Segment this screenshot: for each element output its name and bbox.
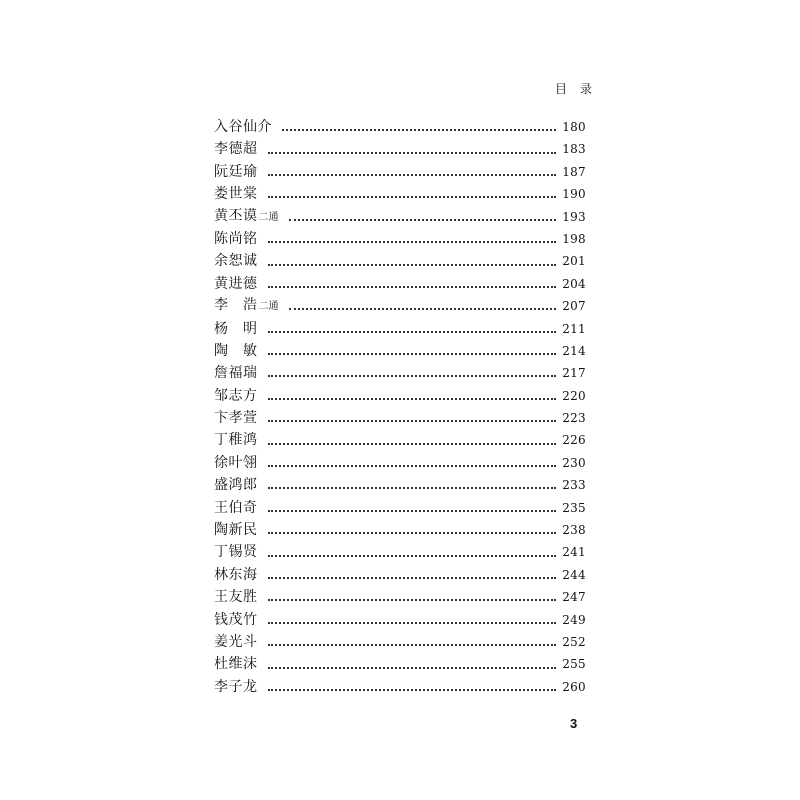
dot-leader xyxy=(268,331,557,333)
toc-entry-title xyxy=(214,429,258,451)
toc-entry-page: 255 xyxy=(562,657,586,672)
toc-entry xyxy=(214,474,586,496)
toc-entry-page: 241 xyxy=(562,545,586,560)
toc-entry-page: 217 xyxy=(562,366,586,381)
toc-entry-title xyxy=(214,609,258,631)
toc-entry xyxy=(214,295,586,317)
toc-entry xyxy=(214,429,586,451)
toc-entry-name: 黄丕谟 xyxy=(214,207,258,224)
toc-entry xyxy=(214,653,586,675)
toc-entry xyxy=(214,362,586,384)
toc-entry-name: 丁锡贤 xyxy=(214,544,258,561)
toc-entry xyxy=(214,586,586,608)
dot-leader xyxy=(289,219,557,221)
toc-entry-page: 180 xyxy=(562,120,586,134)
toc-entry xyxy=(214,161,586,183)
toc-entry-name: 王友胜 xyxy=(214,589,258,606)
toc-entry-title xyxy=(214,362,258,384)
toc-entry-page: 190 xyxy=(562,187,586,202)
toc-entry-title xyxy=(214,340,258,362)
toc-entry xyxy=(214,676,586,698)
running-head xyxy=(555,80,593,97)
dot-leader xyxy=(268,577,557,579)
dot-leader xyxy=(268,241,557,243)
dot-leader xyxy=(268,689,557,691)
dot-leader xyxy=(268,644,557,646)
dot-leader xyxy=(268,443,557,445)
dot-leader xyxy=(268,532,557,534)
toc-entry-page: 198 xyxy=(562,231,586,246)
toc-entry-name: 李 浩 xyxy=(214,297,258,314)
toc-entry-name: 林东海 xyxy=(214,566,258,583)
toc-entry-name: 杜维沫 xyxy=(214,656,258,673)
toc-entry-page: 244 xyxy=(562,567,586,582)
toc-entry-page: 207 xyxy=(562,299,586,314)
toc-entry-name: 王伯奇 xyxy=(214,499,258,516)
toc-entry-name: 邹志方 xyxy=(214,387,258,404)
toc-entry-name: 陶 敏 xyxy=(214,342,258,359)
toc-entry-page: 214 xyxy=(562,343,586,358)
toc-entry-title xyxy=(214,161,258,183)
toc-entry xyxy=(214,183,586,205)
toc-entry-name: 卞孝萱 xyxy=(214,410,258,427)
toc-entry-page: 226 xyxy=(562,433,586,448)
toc-entry-name: 入谷仙介 xyxy=(214,119,272,135)
toc-entry-title xyxy=(214,294,279,318)
dot-leader xyxy=(268,420,557,422)
dot-leader xyxy=(268,510,557,512)
dot-leader xyxy=(268,152,557,154)
toc-entry xyxy=(214,519,586,541)
toc-entry xyxy=(214,385,586,407)
running-head-char-1: 目 xyxy=(555,82,569,96)
toc-entry xyxy=(214,206,586,228)
dot-leader xyxy=(268,555,557,557)
toc-entry-name: 陶新民 xyxy=(214,522,258,539)
toc-entry xyxy=(214,407,586,429)
dot-leader xyxy=(268,375,557,377)
toc-entry-title xyxy=(214,676,258,698)
running-head-char-2: 录 xyxy=(580,82,594,96)
toc-entry-name: 阮廷瑜 xyxy=(214,163,258,180)
toc-entry-page: 233 xyxy=(562,478,586,493)
toc-entry xyxy=(214,116,586,138)
page-number: 3 xyxy=(570,716,578,731)
dot-leader xyxy=(289,308,557,310)
toc-entry-name: 詹福瑞 xyxy=(214,365,258,382)
toc-entry-name: 陈尚铭 xyxy=(214,230,258,247)
dot-leader xyxy=(268,465,557,467)
dot-leader xyxy=(268,196,557,198)
toc-entry-page: 211 xyxy=(562,321,586,336)
dot-leader xyxy=(268,353,557,355)
toc-entry-name: 娄世棠 xyxy=(214,186,258,203)
toc-entry-title xyxy=(214,407,258,429)
toc-entry xyxy=(214,228,586,250)
toc-entry-title xyxy=(214,250,258,272)
toc-entry-title xyxy=(214,452,258,474)
toc-entry-title xyxy=(214,631,258,653)
toc-entry-name: 钱茂竹 xyxy=(214,611,258,628)
toc-entry-title xyxy=(214,474,258,496)
dot-leader xyxy=(282,129,556,131)
toc-entry xyxy=(214,138,586,160)
toc-entry-title xyxy=(214,497,258,519)
toc-entry-page: 187 xyxy=(562,164,586,179)
toc-entry-page: 252 xyxy=(562,634,586,649)
toc-entry-page: 235 xyxy=(562,500,586,515)
toc-entry-title xyxy=(214,586,258,608)
toc-entry-page: 220 xyxy=(562,388,586,403)
toc-entry-note: 二通 xyxy=(258,211,279,223)
toc-entry-title xyxy=(214,385,258,407)
table-of-contents xyxy=(214,116,586,698)
toc-entry-name: 徐叶翎 xyxy=(214,454,258,471)
toc-entry-page: 249 xyxy=(562,612,586,627)
dot-leader xyxy=(268,264,557,266)
toc-entry-name: 姜光斗 xyxy=(214,633,258,650)
dot-leader xyxy=(268,398,557,400)
toc-entry-title xyxy=(214,519,258,541)
toc-entry-name: 黄进德 xyxy=(214,275,258,292)
toc-entry-page: 183 xyxy=(562,142,586,157)
toc-entry xyxy=(214,541,586,563)
toc-entry-page: 193 xyxy=(562,209,586,224)
dot-leader xyxy=(268,286,557,288)
toc-entry-page: 204 xyxy=(562,276,586,291)
toc-entry xyxy=(214,340,586,362)
toc-entry-page: 247 xyxy=(562,590,586,605)
toc-entry-name: 杨 明 xyxy=(214,320,258,337)
toc-entry-title xyxy=(214,183,258,205)
toc-entry-title xyxy=(214,653,258,675)
toc-entry-name: 丁稚鸿 xyxy=(214,432,258,449)
toc-entry-page: 230 xyxy=(562,455,586,470)
toc-entry-title xyxy=(214,318,258,340)
toc-entry-title xyxy=(214,138,258,160)
toc-entry-name: 余恕诚 xyxy=(214,253,258,270)
toc-entry-name: 李子龙 xyxy=(214,678,258,695)
toc-entry-name: 盛鸿郎 xyxy=(214,477,258,494)
toc-entry-page: 260 xyxy=(562,679,586,694)
toc-entry-title xyxy=(214,273,258,295)
toc-entry xyxy=(214,273,586,295)
toc-entry-name: 李德超 xyxy=(214,141,258,158)
dot-leader xyxy=(268,487,557,489)
toc-entry-title xyxy=(214,116,272,138)
toc-entry xyxy=(214,452,586,474)
toc-entry xyxy=(214,631,586,653)
toc-entry-title xyxy=(214,564,258,586)
toc-entry-title xyxy=(214,541,258,563)
toc-entry-page: 238 xyxy=(562,523,586,538)
toc-entry xyxy=(214,497,586,519)
dot-leader xyxy=(268,622,557,624)
toc-entry-title xyxy=(214,228,258,250)
dot-leader xyxy=(268,174,557,176)
toc-entry xyxy=(214,609,586,631)
toc-entry xyxy=(214,250,586,272)
dot-leader xyxy=(268,599,557,601)
toc-entry xyxy=(214,318,586,340)
toc-entry-title xyxy=(214,205,279,229)
dot-leader xyxy=(268,667,557,669)
toc-entry-page: 223 xyxy=(562,411,586,426)
toc-entry xyxy=(214,564,586,586)
toc-entry-page: 201 xyxy=(562,254,586,269)
toc-entry-note: 二通 xyxy=(258,301,279,313)
